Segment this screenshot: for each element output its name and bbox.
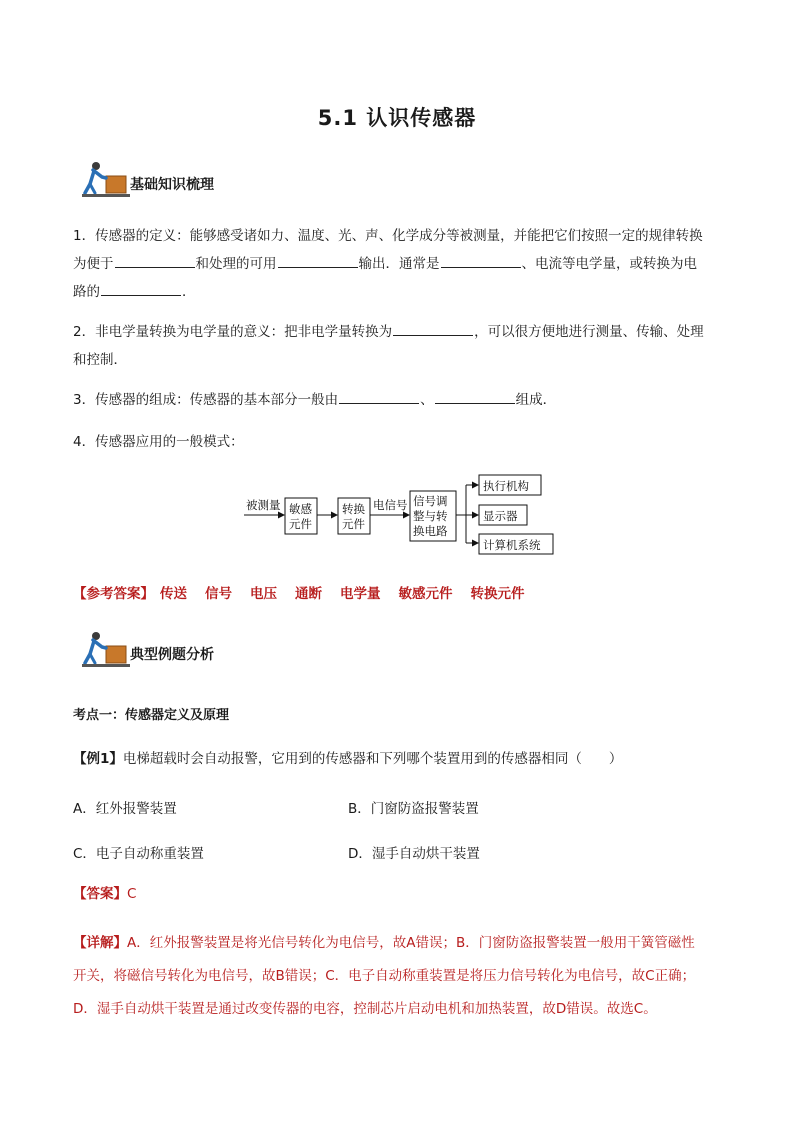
q1-text: ． bbox=[182, 284, 196, 300]
detail-text: A．红外报警装置是将光信号转化为电信号，故A错误；B．门窗防盗报警装置一般用干簧管磁性 bbox=[127, 935, 695, 951]
answer-blank[interactable] bbox=[115, 253, 195, 268]
q1-text: 路的 bbox=[73, 284, 100, 300]
option-c[interactable]: C．电子自动称重装置 bbox=[73, 846, 204, 862]
answer-blank[interactable] bbox=[435, 389, 515, 404]
answer-item: 电学量 bbox=[340, 586, 381, 602]
sensor-element-label: 元件 bbox=[289, 517, 312, 531]
converter-element-label: 转换 bbox=[342, 502, 365, 516]
answer-item: 信号 bbox=[205, 586, 232, 602]
example-1-question bbox=[73, 745, 723, 773]
q1-text: 为便于 bbox=[73, 256, 114, 272]
answer-blank[interactable] bbox=[393, 321, 473, 336]
sensor-flow-diagram bbox=[240, 473, 560, 558]
detail-explanation bbox=[73, 927, 723, 1026]
detail-label: 【详解】 bbox=[73, 935, 127, 951]
answer-blank[interactable] bbox=[339, 389, 419, 404]
section-header-examples bbox=[82, 630, 382, 670]
circuit-label: 信号调 bbox=[413, 494, 448, 508]
reference-answers bbox=[73, 582, 543, 602]
q1-text: 和处理的可用 bbox=[195, 256, 277, 272]
answer-line bbox=[73, 880, 723, 908]
q3-text: 、 bbox=[420, 392, 434, 408]
answer-item: 电压 bbox=[250, 586, 277, 602]
section-title: 典型例题分析 bbox=[130, 647, 214, 663]
q1-line-3 bbox=[73, 278, 723, 306]
topic-heading: 考点一：传感器定义及原理 bbox=[73, 708, 230, 723]
detail-line-3: D．湿手自动烘干装置是通过改变传器的电容，控制芯片启动电机和加热装置，故D错误。故选C。 bbox=[73, 1001, 657, 1017]
output-label: 执行机构 bbox=[483, 479, 529, 493]
example-label: 【例1】 bbox=[73, 751, 123, 767]
circuit-label: 整与转 bbox=[413, 509, 448, 523]
answer-item: 敏感元件 bbox=[398, 586, 453, 602]
question-1 bbox=[73, 222, 723, 306]
q3-text: 组成． bbox=[515, 392, 557, 408]
q2-text: 2．非电学量转换为电学量的意义：把非电学量转换为 bbox=[73, 324, 393, 340]
q3-text: 3．传感器的组成：传感器的基本部分一般由 bbox=[73, 392, 339, 408]
q2-line-1 bbox=[73, 318, 723, 346]
q1-text: 输出．通常是 bbox=[358, 256, 440, 272]
diagram-input-label: 被测量 bbox=[246, 498, 281, 512]
answer-item: 转换元件 bbox=[470, 586, 525, 602]
page-title: 5.1 认识传感器 bbox=[317, 106, 477, 130]
q2-text: ，可以很方便地进行测量、传输、处理 bbox=[474, 324, 704, 340]
question-4: 4．传感器应用的一般模式： bbox=[73, 434, 244, 450]
answer-blank[interactable] bbox=[101, 281, 181, 296]
option-b[interactable]: B．门窗防盗报警装置 bbox=[348, 801, 479, 817]
person-pushing-box-icon bbox=[82, 160, 130, 200]
detail-line-2: 开关，将磁信号转化为电信号，故B错误；C．电子自动称重装置是将压力信号转化为电信号，故C正确； bbox=[73, 968, 696, 984]
detail-line-1 bbox=[73, 927, 723, 960]
section-title: 基础知识梳理 bbox=[130, 177, 214, 193]
signal-label: 电信号 bbox=[373, 498, 408, 512]
answer-label: 【答案】 bbox=[73, 886, 127, 902]
sensor-element-label: 敏感 bbox=[289, 502, 312, 516]
output-label: 显示器 bbox=[483, 509, 518, 523]
option-a[interactable]: A．红外报警装置 bbox=[73, 801, 177, 817]
option-d[interactable]: D．湿手自动烘干装置 bbox=[348, 846, 480, 862]
answer-blank[interactable] bbox=[441, 253, 521, 268]
q2-line-2: 和控制． bbox=[73, 352, 127, 368]
answer-blank[interactable] bbox=[278, 253, 358, 268]
question-3 bbox=[73, 386, 723, 414]
person-pushing-box-icon bbox=[82, 630, 130, 670]
answer-item: 通断 bbox=[295, 586, 322, 602]
q1-text: 、电流等电学量，或转换为电 bbox=[521, 256, 697, 272]
converter-element-label: 元件 bbox=[342, 517, 365, 531]
section-header-basics bbox=[82, 160, 382, 200]
q1-line-2 bbox=[73, 250, 723, 278]
answer-item: 传送 bbox=[160, 586, 187, 602]
answers-label: 【参考答案】 bbox=[73, 586, 154, 602]
question-2 bbox=[73, 318, 723, 374]
example-question-text: 电梯超载时会自动报警，它用到的传感器和下列哪个装置用到的传感器相同（ ） bbox=[122, 751, 623, 767]
circuit-label: 换电路 bbox=[413, 524, 448, 538]
q1-line-1: 1．传感器的定义：能够感受诸如力、温度、光、声、化学成分等被测量，并能把它们按照一定的规律转换 bbox=[73, 228, 703, 244]
answer-value: C bbox=[127, 886, 137, 902]
output-label: 计算机系统 bbox=[483, 538, 541, 552]
